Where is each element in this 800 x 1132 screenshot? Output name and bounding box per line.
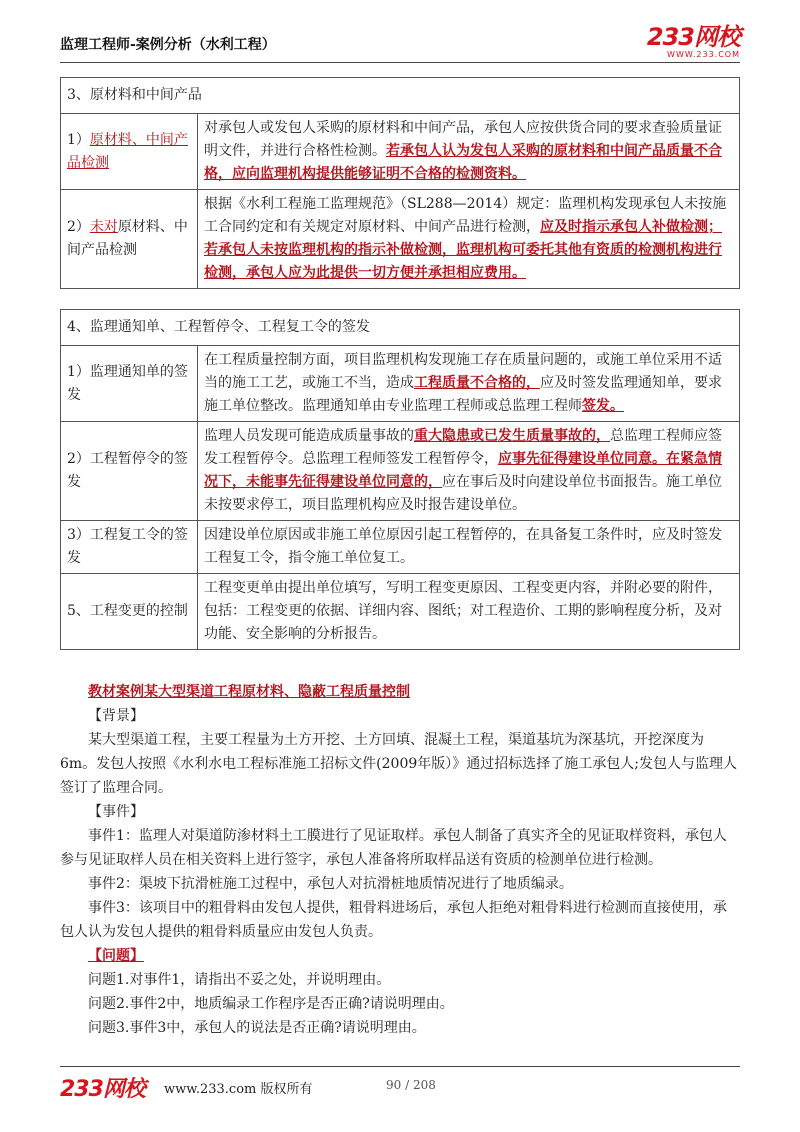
label-link: 未对 <box>89 219 118 235</box>
logo-url: WWW.233.COM <box>667 50 740 59</box>
event-item: 事件1：监理人对渠道防渗材料土工膜进行了见证取样。承包人制备了真实齐全的见证取样资料，承包人参与见证取样人员在相关资料上进行签字，承包人准备将所取样品送有资质的检测单位进行检测。 <box>60 828 727 868</box>
event-item: 事件3：该项目中的粗骨料由发包人提供，粗骨料进场后，承包人拒绝对粗骨料进行检测而直接使用，承包人认为发包人提供的粗骨料质量应由发包人负责。 <box>60 900 727 940</box>
table-row <box>61 574 740 650</box>
highlight-text: 工程质量不合格的， <box>414 375 540 391</box>
row-content: 根据《水利工程施工监理规范》（SL288—2014）规定：监理机构发现承包人未按施工合同约定和有关规定对原材料、中间产品进行检测，应及时指示承包人补做检测；若承包人未按监理机构的指示补做检测，监理机构可委托其他有资质的检测机构进行检测，承包人应为此提供一切方便并承担相应费用。 <box>198 190 740 289</box>
table-row <box>61 346 740 422</box>
table-row <box>61 190 740 289</box>
event-item: 事件2：渠坡下抗滑桩施工过程中，承包人对抗滑桩地质情况进行了地质编录。 <box>88 876 573 892</box>
row-content: 在工程质量控制方面，项目监理机构发现施工存在质量问题的，或施工单位采用不适当的施工工艺，或施工不当，造成工程质量不合格的，应及时签发监理通知单，要求施工单位整改。监理通知单由专业监理工程师或总监理工程师签发。 <box>198 346 740 422</box>
questions-label: 【问题】 <box>88 948 144 964</box>
table-row <box>61 114 740 190</box>
question-item: 问题1.对事件1，请指出不妥之处，并说明理由。 <box>88 972 391 988</box>
footer-divider <box>60 1066 740 1067</box>
notices-table <box>60 309 740 650</box>
background-text: 某大型渠道工程，主要工程量为土方开挖、土方回填、混凝土工程，渠道基坑为深基坑，开挖深度为6m。发包人按照《水利水电工程标准施工招标文件(2009年版）》通过招标选择了施工承包人;发包人与监理人签订了监理合同。 <box>60 732 737 796</box>
brand-logo <box>647 24 740 59</box>
question-item: 问题2.事件2中，地质编录工作程序是否正确?请说明理由。 <box>88 996 454 1012</box>
row-label: 3）工程复工令的签发 <box>61 521 198 574</box>
highlight-text: 签发。 <box>582 398 624 414</box>
table-row <box>61 521 740 574</box>
question-item: 问题3.事件3中，承包人的说法是否正确?请说明理由。 <box>88 1020 426 1036</box>
case-title: 教材案例某大型渠道工程原材料、隐蔽工程质量控制 <box>88 684 410 700</box>
highlight-text: 应事先征得建设单位同意。在紧急情况下，未能事先征得建设单位同意的， <box>204 451 722 490</box>
footer-copyright: www.233.com 版权所有 <box>164 1082 313 1097</box>
section-heading: 4、监理通知单、工程暂停令、工程复工令的签发 <box>61 310 740 346</box>
highlight-text: 若承包人认为发包人采购的原材料和中间产品质量不合格，应向监理机构提供能够证明不合格的检测资料。 <box>204 143 722 182</box>
row-label: 1）监理通知单的签发 <box>61 346 198 422</box>
logo-text: 233网校 <box>646 23 740 51</box>
row-content: 监理人员发现可能造成质量事故的重大隐患或已发生质量事故的，总监理工程师应签发工程暂停令。总监理工程师签发工程暂停令，应事先征得建设单位同意。在紧急情况下，未能事先征得建设单位同意的，应在事后及时向建设单位书面报告。施工单位未按要求停工，项目监理机构应及时报告建设单位。 <box>198 422 740 521</box>
row-content: 因建设单位原因或非施工单位原因引起工程暂停的，在具备复工条件时，应及时签发工程复工令，指令施工单位复工。 <box>198 521 740 574</box>
materials-table <box>60 77 740 289</box>
background-label: 【背景】 <box>88 708 144 724</box>
row-label: 1）原材料、中间产品检测 <box>61 114 198 190</box>
page-footer <box>60 1072 740 1102</box>
row-label: 5、工程变更的控制 <box>61 574 198 650</box>
page-header <box>60 24 740 64</box>
highlight-text: 重大隐患或已发生质量事故的， <box>414 428 610 444</box>
events-label: 【事件】 <box>88 804 144 820</box>
row-label: 2）未对原材料、中间产品检测 <box>61 190 198 289</box>
table-row <box>61 310 740 346</box>
row-content: 对承包人或发包人采购的原材料和中间产品，承包人应按供货合同的要求查验质量证明文件，并进行合格性检测。若承包人认为发包人采购的原材料和中间产品质量不合格，应向监理机构提供能够证明不合格的检测资料。 <box>198 114 740 190</box>
row-content: 工程变更单由提出单位填写，写明工程变更原因、工程变更内容，并附必要的附件，包括：工程变更的依据、详细内容、图纸；对工程造价、工期的影响程度分析，及对功能、安全影响的分析报告。 <box>198 574 740 650</box>
table-row <box>61 422 740 521</box>
header-title: 监理工程师-案例分析（水利工程） <box>60 37 276 53</box>
footer-logo: 233网校 <box>60 1077 145 1102</box>
page-number: 90 / 208 <box>386 1078 436 1092</box>
row-label: 2）工程暂停令的签发 <box>61 422 198 521</box>
case-study <box>60 680 740 1040</box>
section-heading: 3、原材料和中间产品 <box>61 78 740 114</box>
label-link: 原材料、中间产品检测 <box>67 131 188 171</box>
highlight-text: 应及时指示承包人补做检测；若承包人未按监理机构的指示补做检测，监理机构可委托其他有资质的检测机构进行检测，承包人应为此提供一切方便并承担相应费用。 <box>204 219 722 281</box>
header-divider <box>60 62 740 63</box>
table-row <box>61 78 740 114</box>
